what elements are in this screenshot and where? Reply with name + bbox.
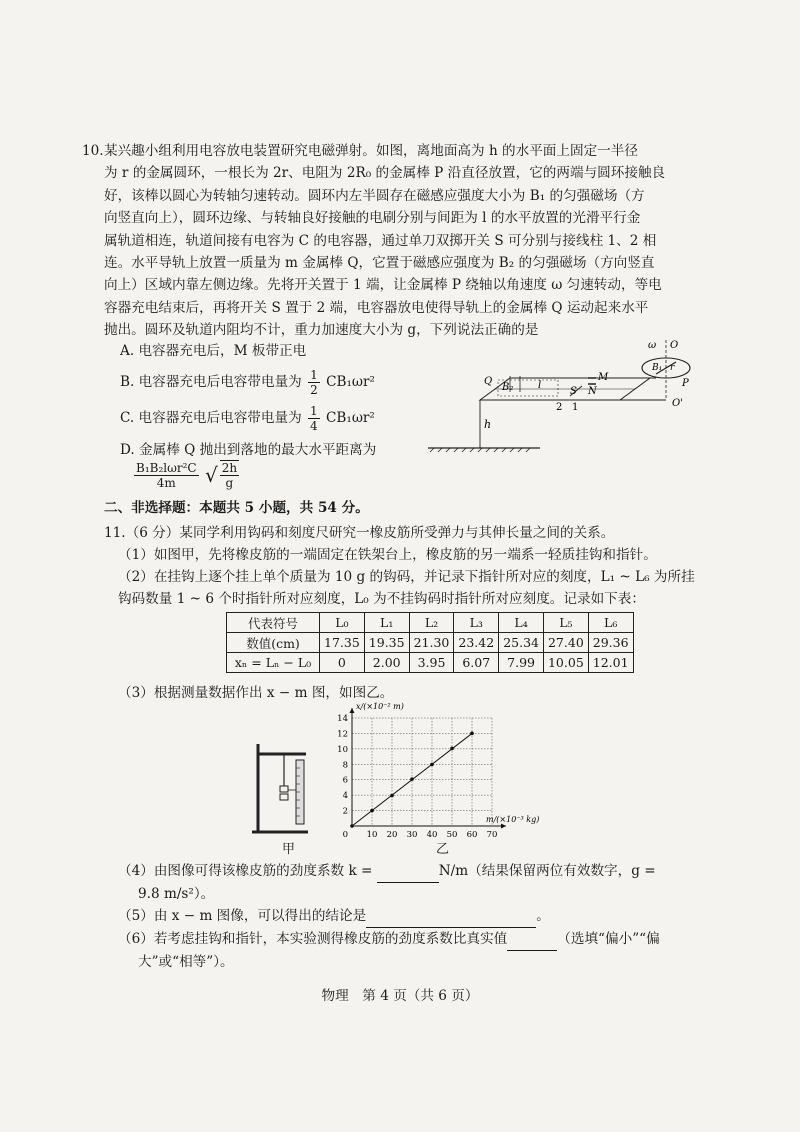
q10-line: 为 r 的金属圆环，一根长为 2r、电阻为 2R₀ 的金属棒 P 沿直径放置，它的两端与圆环接触良	[104, 165, 666, 182]
q11-line: 钩码数量 1 ~ 6 个时指针所对应刻度，L₀ 为不挂钩码时指针所对应刻度。记录如下表：	[118, 591, 645, 607]
y-tick-label: 4	[342, 791, 348, 802]
data-point	[410, 777, 414, 781]
origin-label: 0	[342, 830, 348, 840]
q11-part-4	[104, 860, 704, 883]
frac-den: 4m	[156, 475, 176, 490]
part-6-text: （6）若考虑挂钩和指针，本实验测得橡皮筋的劲度系数比真实值	[118, 931, 508, 947]
frac-num: B₁B₂lωr²C	[136, 460, 197, 475]
q10-line: 容器充电结束后，再将开关 S 置于 2 端，电容器放电使得导轨上的金属棒 Q 运动起来水平	[104, 299, 649, 316]
part-5-text: （5）由 x − m 图像，可以得出的结论是	[118, 908, 367, 924]
option-d-fraction	[134, 461, 199, 490]
y-tick-label: 2	[342, 806, 348, 817]
q10-line: 好，该棒以圆心为转轴匀速转动。圆环内左半圆存在磁感应强度大小为 B₁ 的匀强磁场（方	[104, 187, 645, 204]
option-b-fraction	[308, 368, 320, 397]
table-cell: L₆	[588, 613, 633, 633]
label-m: M	[598, 372, 609, 383]
table-cell: 0	[320, 653, 365, 673]
table-cell: 17.35	[320, 633, 365, 653]
caption-jia: 甲	[282, 842, 296, 857]
label-o: O	[670, 340, 679, 351]
answer-blank-k[interactable]	[377, 860, 439, 883]
label-o-prime: O'	[672, 398, 683, 409]
option-c-expr: CB₁ωr²	[325, 410, 375, 426]
data-point	[350, 824, 354, 828]
x-tick-label: 10	[366, 830, 378, 840]
label-b1: B₁	[652, 363, 663, 373]
q11-parts-4-6	[104, 860, 704, 973]
q10-option-a: A. 电容器充电后，M 板带正电	[120, 343, 307, 359]
part-6-text: 大”或“相等”）。	[138, 954, 234, 970]
frac-num: 2h	[221, 461, 238, 475]
table-row	[227, 633, 634, 653]
q11-part-6	[104, 928, 704, 951]
q11-line: 11.（6 分）某同学利用钩码和刻度尺研究一橡皮筋所受弹力与其伸长量之间的关系。	[104, 525, 615, 541]
label-1: 1	[572, 402, 579, 413]
ground-hatch	[430, 448, 530, 452]
hook-weight	[280, 786, 288, 792]
q11-part-5	[104, 905, 704, 928]
table-cell: L₂	[409, 613, 454, 633]
q10-line: 向竖直向上），圆环边缘、与转轴良好接触的电刷分别与间距为 l 的水平放置的光滑平行金	[104, 210, 641, 227]
frac-den: 2	[310, 383, 318, 397]
question-10-number: 10.	[82, 143, 104, 159]
q10-line: 向上）区域内靠左侧边缘。先将开关置于 1 端，让金属棒 P 绕轴以角速度 ω 匀速转动，等电	[104, 277, 662, 294]
q11-line: （3）根据测量数据作出 x − m 图，如图乙。	[118, 685, 394, 701]
table-cell: L₁	[364, 613, 409, 633]
label-b2: B₂	[502, 382, 514, 393]
q10-option-b	[120, 368, 375, 397]
question-11	[104, 522, 704, 610]
y-axis-label: x/(×10⁻² m)	[356, 702, 404, 711]
table-cell: 23.42	[454, 633, 499, 653]
table-cell: L₃	[454, 613, 499, 633]
x-tick-label: 20	[386, 830, 398, 840]
data-point	[470, 732, 474, 736]
sqrt-fraction	[220, 460, 239, 490]
option-b-expr: CB₁ωr²	[326, 374, 375, 390]
frac-num: 1	[310, 368, 318, 382]
table-cell: L₄	[499, 613, 544, 633]
figure-jia-stand	[244, 740, 324, 840]
label-l: l	[538, 380, 542, 391]
data-point	[370, 809, 374, 813]
y-tick-label: 6	[342, 775, 348, 786]
x-axis-arrow	[501, 824, 506, 829]
table-row	[227, 613, 634, 633]
q10-line: 某兴趣小组利用电容放电装置研究电磁弹射。如图，离地面高为 h 的水平面上固定一半径	[104, 143, 638, 159]
label-omega: ω	[648, 340, 657, 351]
label-n: N	[588, 386, 597, 397]
x-tick-label: 40	[426, 830, 438, 840]
data-point	[430, 763, 434, 767]
label-2: 2	[556, 402, 563, 413]
table-cell: 6.07	[454, 653, 499, 673]
table-cell: L₅	[543, 613, 588, 633]
section-2-heading: 二、非选择题：本题共 5 小题，共 54 分。	[104, 500, 369, 516]
y-tick-label: 10	[337, 744, 348, 755]
page-footer: 物理 第 4 页（共 6 页）	[321, 988, 479, 1004]
data-point	[450, 747, 454, 751]
table-cell: 10.05	[543, 653, 588, 673]
label-p: P	[682, 378, 689, 389]
q10-option-c	[120, 404, 375, 433]
y-axis-arrow	[350, 708, 355, 713]
table-cell: L₀	[320, 613, 365, 633]
table-cell: 2.00	[364, 653, 409, 673]
sqrt-sign: √	[204, 463, 218, 487]
q10-option-d-expression	[132, 460, 241, 490]
figure-yi-chart	[330, 700, 560, 840]
q10-line: 属轨道相连，轨道间接有电容为 C 的电容器，通过单刀双掷开关 S 可分别与接线柱 1、2 相	[104, 232, 657, 249]
q11-line: （1）如图甲，先将橡皮筋的一端固定在铁架台上，橡皮筋的另一端系一轻质挂钩和指针。	[118, 547, 657, 563]
frac-num: 1	[310, 404, 318, 418]
q10-line: 抛出。圆环及轨道内阻均不计，重力加速度大小为 g，下列说法正确的是	[104, 322, 539, 339]
part-5-text: 。	[536, 908, 550, 924]
y-tick-label: 8	[342, 760, 348, 771]
table-cell: xₙ = Lₙ − L₀	[227, 653, 320, 673]
hook-weight	[280, 794, 288, 800]
table-cell: 3.95	[409, 653, 454, 673]
option-c-fraction	[308, 404, 320, 433]
part-4-text: N/m（结果保留两位有效数字，g =	[438, 863, 656, 879]
part-6-text: （选填“偏小”“偏	[557, 931, 660, 947]
q10-apparatus-figure	[420, 336, 710, 456]
part-4-text: （4）由图像可得该橡皮筋的劲度系数 k =	[118, 863, 373, 879]
table-cell: 19.35	[364, 633, 409, 653]
frac-den: 4	[310, 419, 318, 433]
x-axis-label: m/(×10⁻³ kg)	[486, 815, 540, 824]
q10-option-d: D. 金属棒 Q 抛出到落地的最大水平距离为	[120, 442, 377, 458]
label-q: Q	[484, 376, 493, 387]
table-cell: 21.30	[409, 633, 454, 653]
frac-den: g	[225, 476, 234, 490]
option-c-text: C. 电容器充电后电容带电量为	[120, 410, 302, 426]
question-10	[82, 140, 699, 342]
data-point	[390, 794, 394, 798]
label-h: h	[484, 418, 492, 431]
y-tick-label: 12	[337, 729, 348, 740]
table-cell: 数值(cm)	[227, 633, 320, 653]
table-cell: 25.34	[499, 633, 544, 653]
part-4-text: 9.8 m/s²）。	[138, 886, 215, 902]
label-s: S	[570, 386, 577, 397]
table-cell: 29.36	[588, 633, 633, 653]
x-tick-label: 60	[466, 830, 478, 840]
y-tick-label: 14	[337, 714, 348, 724]
answer-blank-conclusion[interactable]	[366, 905, 536, 928]
x-tick-label: 70	[486, 830, 498, 840]
table-cell: 7.99	[499, 653, 544, 673]
label-r: r	[670, 363, 675, 373]
q10-line: 连。水平导轨上放置一质量为 m 金属棒 Q，它置于磁感应强度为 B₂ 的匀强磁场（方向竖直	[104, 255, 655, 272]
x-tick-label: 30	[406, 830, 418, 840]
data-table	[226, 612, 634, 673]
table-cell: 27.40	[543, 633, 588, 653]
table-cell: 代表符号	[227, 613, 320, 633]
answer-blank-compare[interactable]	[507, 928, 557, 951]
q11-line: （2）在挂钩上逐个挂上单个质量为 10 g 的钩码，并记录下指针所对应的刻度，L₁ ~ L₆ 为所挂	[118, 569, 695, 585]
table-cell: 12.01	[588, 653, 633, 673]
caption-yi: 乙	[436, 842, 450, 857]
option-b-text: B. 电容器充电后电容带电量为	[120, 374, 302, 390]
table-row	[227, 653, 634, 673]
x-tick-label: 50	[446, 830, 458, 840]
